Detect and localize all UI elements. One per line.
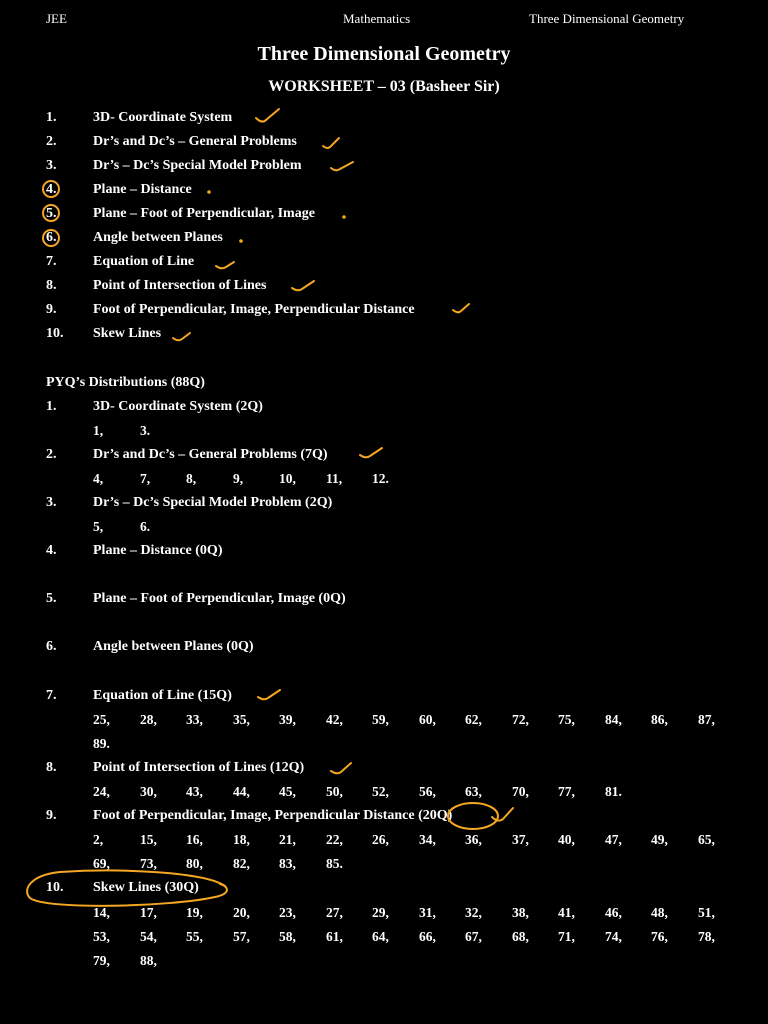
question-number: 74, <box>605 929 622 944</box>
tick-mark-icon <box>331 162 353 170</box>
question-number: 21, <box>279 832 296 847</box>
question-number: 14, <box>93 905 110 920</box>
question-number: 53, <box>93 929 110 944</box>
question-number: 58, <box>279 929 296 944</box>
question-number: 70, <box>512 784 529 799</box>
question-number: 44, <box>233 784 250 799</box>
topic-label: 3D- Coordinate System <box>93 110 233 125</box>
question-number: 47, <box>605 832 622 847</box>
question-number: 71, <box>558 929 575 944</box>
question-number: 72, <box>512 712 529 727</box>
question-number: 30, <box>140 784 157 799</box>
question-number: 48, <box>651 905 668 920</box>
question-number: 24, <box>93 784 110 799</box>
question-number: 4, <box>93 471 104 486</box>
pyq-topic-label: Equation of Line (15Q) <box>93 688 232 703</box>
question-number: 23, <box>279 905 296 920</box>
topic-number: 10. <box>46 326 64 341</box>
pyq-topic-label: Dr’s – Dc’s Special Model Problem (2Q) <box>93 495 333 510</box>
question-number: 34, <box>419 832 436 847</box>
question-number: 41, <box>558 905 575 920</box>
question-number: 59, <box>372 712 389 727</box>
question-number: 27, <box>326 905 343 920</box>
pyq-number: 3. <box>46 495 57 510</box>
question-number: 35, <box>233 712 250 727</box>
question-number: 73, <box>140 856 157 871</box>
topic-number: 8. <box>46 278 57 293</box>
question-number: 17, <box>140 905 157 920</box>
question-number: 46, <box>605 905 622 920</box>
question-number: 60, <box>419 712 436 727</box>
pyq-number: 2. <box>46 447 57 462</box>
topic-label: Dr’s and Dc’s – General Problems <box>93 134 297 149</box>
tick-mark-icon <box>173 333 190 340</box>
question-number: 43, <box>186 784 203 799</box>
question-number: 57, <box>233 929 250 944</box>
question-number: 22, <box>326 832 343 847</box>
tick-mark-icon <box>331 763 351 773</box>
question-number: 50, <box>326 784 343 799</box>
pyq-number: 9. <box>46 808 57 823</box>
pyq-topic-label: Plane – Foot of Perpendicular, Image (0Q) <box>93 591 346 606</box>
topic-number: 6. <box>46 230 57 245</box>
tick-mark-icon <box>258 690 280 699</box>
topic-number: 1. <box>46 110 57 125</box>
page-title: Three Dimensional Geometry <box>257 43 511 65</box>
topic-number: 7. <box>46 254 57 269</box>
question-number: 16, <box>186 832 203 847</box>
question-number: 28, <box>140 712 157 727</box>
question-number: 86, <box>651 712 668 727</box>
question-number: 78, <box>698 929 715 944</box>
question-number: 87, <box>698 712 715 727</box>
tick-mark-icon <box>323 138 339 148</box>
pyq-number: 4. <box>46 543 57 558</box>
question-number: 68, <box>512 929 529 944</box>
topic-label: Point of Intersection of Lines <box>93 278 267 293</box>
topic-label: Foot of Perpendicular, Image, Perpendicular Distance <box>93 302 415 317</box>
question-number: 6. <box>140 519 151 534</box>
dot-mark-icon <box>239 239 243 243</box>
topic-number: 9. <box>46 302 57 317</box>
question-number: 19, <box>186 905 203 920</box>
question-number: 36, <box>465 832 482 847</box>
question-number: 25, <box>93 712 110 727</box>
question-number: 80, <box>186 856 203 871</box>
question-number: 10, <box>279 471 296 486</box>
tick-mark-icon <box>216 262 234 268</box>
question-number: 89. <box>93 736 110 751</box>
topic-number: 4. <box>46 182 57 197</box>
question-number: 7, <box>140 471 151 486</box>
question-number: 42, <box>326 712 343 727</box>
question-number: 55, <box>186 929 203 944</box>
question-number: 84, <box>605 712 622 727</box>
question-number: 62, <box>465 712 482 727</box>
question-number: 40, <box>558 832 575 847</box>
pyq-topic-label: Dr’s and Dc’s – General Problems (7Q) <box>93 447 328 462</box>
question-number: 69, <box>93 856 110 871</box>
question-number: 49, <box>651 832 668 847</box>
pyq-number: 8. <box>46 760 57 775</box>
topic-label: Skew Lines <box>93 326 162 341</box>
header-chapter: Three Dimensional Geometry <box>529 11 685 26</box>
question-number: 29, <box>372 905 389 920</box>
question-number: 88, <box>140 953 157 968</box>
question-number: 11, <box>326 471 343 486</box>
question-number: 76, <box>651 929 668 944</box>
question-number: 85. <box>326 856 343 871</box>
question-number: 37, <box>512 832 529 847</box>
pyq-number: 10. <box>46 880 64 895</box>
tick-mark-icon <box>453 304 469 312</box>
topic-label: Plane – Distance <box>93 182 192 197</box>
tick-mark-icon <box>256 109 279 122</box>
pyq-topic-label: Plane – Distance (0Q) <box>93 543 223 558</box>
question-number: 12. <box>372 471 389 486</box>
question-number: 51, <box>698 905 715 920</box>
question-number: 56, <box>419 784 436 799</box>
question-number: 31, <box>419 905 436 920</box>
question-number: 33, <box>186 712 203 727</box>
topic-label: Plane – Foot of Perpendicular, Image <box>93 206 315 221</box>
question-number: 15, <box>140 832 157 847</box>
pyq-number: 7. <box>46 688 57 703</box>
dot-mark-icon <box>342 215 346 219</box>
question-number: 8, <box>186 471 197 486</box>
question-number: 20, <box>233 905 250 920</box>
topic-number: 5. <box>46 206 57 221</box>
topic-number: 2. <box>46 134 57 149</box>
tick-mark-icon <box>292 281 314 290</box>
topic-label: Equation of Line <box>93 254 195 269</box>
pyq-topic-label: Point of Intersection of Lines (12Q) <box>93 760 305 775</box>
tick-mark-icon <box>492 808 513 821</box>
question-number: 5, <box>93 519 104 534</box>
question-number: 66, <box>419 929 436 944</box>
topic-number: 3. <box>46 158 57 173</box>
question-number: 3. <box>140 423 151 438</box>
question-number: 75, <box>558 712 575 727</box>
header-subject-code: JEE <box>46 11 67 26</box>
question-number: 54, <box>140 929 157 944</box>
pyq-number: 6. <box>46 639 57 654</box>
question-number: 52, <box>372 784 389 799</box>
question-number: 38, <box>512 905 529 920</box>
question-number: 61, <box>326 929 343 944</box>
question-number: 81. <box>605 784 622 799</box>
question-number: 83, <box>279 856 296 871</box>
pyq-number: 5. <box>46 591 57 606</box>
header-subject: Mathematics <box>343 11 411 26</box>
circle-mark-icon <box>448 803 498 829</box>
question-number: 18, <box>233 832 250 847</box>
pyq-number: 1. <box>46 399 57 414</box>
pyq-heading: PYQ’s Distributions (88Q) <box>46 375 205 390</box>
question-number: 67, <box>465 929 482 944</box>
pyq-topic-label: Skew Lines (30Q) <box>93 880 199 895</box>
tick-mark-icon <box>360 448 382 457</box>
topic-label: Angle between Planes <box>93 230 223 245</box>
pyq-topic-label: Foot of Perpendicular, Image, Perpendicular Distance (20Q) <box>93 808 453 823</box>
topic-label: Dr’s – Dc’s Special Model Problem <box>93 158 302 173</box>
question-number: 45, <box>279 784 296 799</box>
question-number: 2, <box>93 832 104 847</box>
question-number: 79, <box>93 953 110 968</box>
question-number: 65, <box>698 832 715 847</box>
question-number: 39, <box>279 712 296 727</box>
pyq-topic-label: 3D- Coordinate System (2Q) <box>93 399 263 414</box>
question-number: 64, <box>372 929 389 944</box>
question-number: 32, <box>465 905 482 920</box>
dot-mark-icon <box>207 190 211 194</box>
question-number: 9, <box>233 471 244 486</box>
question-number: 77, <box>558 784 575 799</box>
question-number: 26, <box>372 832 389 847</box>
question-number: 1, <box>93 423 104 438</box>
question-number: 82, <box>233 856 250 871</box>
pyq-topic-label: Angle between Planes (0Q) <box>93 639 254 654</box>
question-number: 63, <box>465 784 482 799</box>
worksheet-subtitle: WORKSHEET – 03 (Basheer Sir) <box>268 78 500 95</box>
